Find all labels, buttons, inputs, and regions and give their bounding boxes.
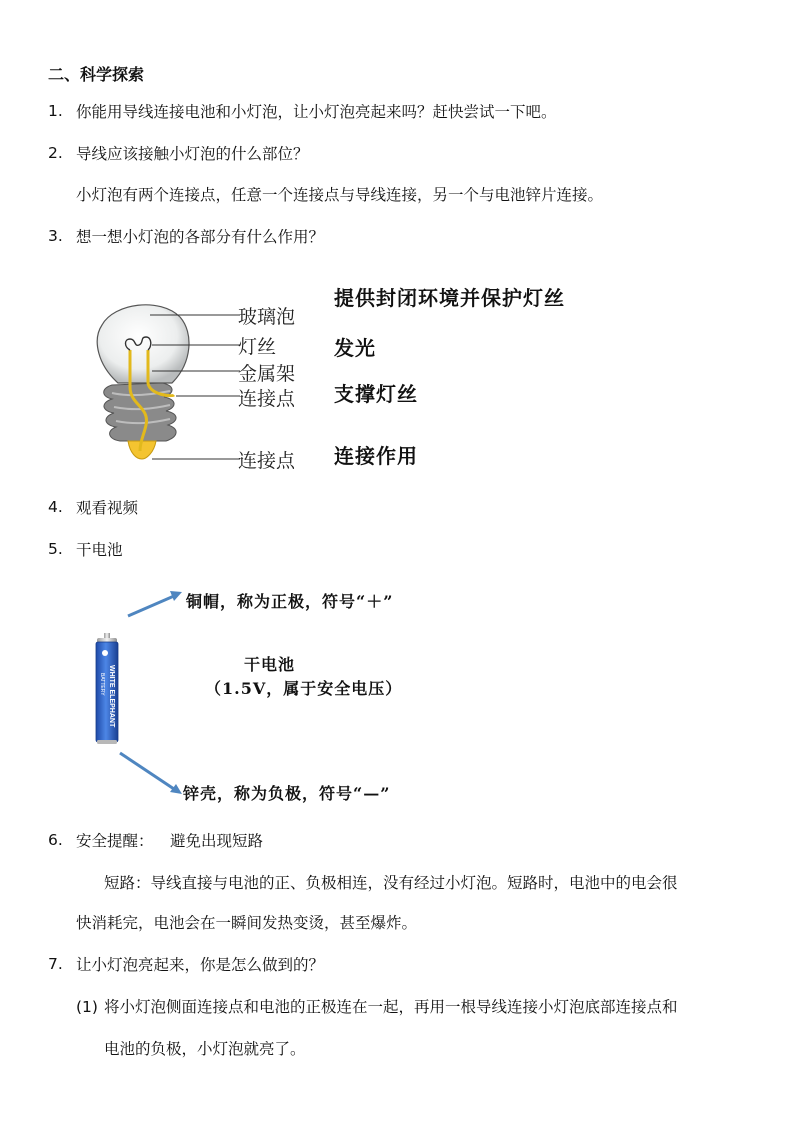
label-contact-point-bottom: 连接点 bbox=[238, 450, 296, 472]
battery-illustration bbox=[90, 585, 190, 805]
function-filament: 发光 bbox=[334, 336, 376, 360]
question-7-text: 让小灯泡亮起来，你是怎么做到的？ bbox=[76, 956, 325, 974]
battery-title: 干电池 bbox=[244, 655, 296, 674]
short-circuit-paragraph-line2: 快消耗完，电池会在一瞬间发热变烫，甚至爆炸。 bbox=[76, 914, 418, 932]
question-4-text: 观看视频 bbox=[76, 499, 139, 517]
question-1-text: 你能用导线连接电池和小灯泡，让小灯泡亮起来吗？赶快尝试一下吧。 bbox=[76, 103, 557, 121]
section-title: 二、科学探索 bbox=[48, 65, 145, 84]
item-number-1: 1. bbox=[48, 102, 63, 120]
answer-7-sub-number: (1) bbox=[76, 998, 98, 1016]
battery-voltage-note: （1.5V，属于安全电压） bbox=[205, 679, 403, 698]
battery-negative-label: 锌壳，称为负极，符号“—” bbox=[183, 784, 391, 803]
light-bulb-illustration bbox=[90, 295, 240, 465]
label-contact-point-side: 连接点 bbox=[238, 388, 296, 410]
answer-7-line1: 将小灯泡侧面连接点和电池的正极连在一起，再用一根导线连接小灯泡底部连接点和 bbox=[104, 998, 678, 1016]
function-glass-bulb: 提供封闭环境并保护灯丝 bbox=[334, 286, 565, 310]
label-glass-bulb: 玻璃泡 bbox=[238, 306, 296, 328]
answer-7-line2: 电池的负极，小灯泡就亮了。 bbox=[104, 1040, 306, 1058]
item-number-4: 4. bbox=[48, 498, 63, 516]
question-5-text: 干电池 bbox=[76, 541, 123, 559]
function-metal-frame: 支撑灯丝 bbox=[334, 382, 418, 406]
label-metal-frame: 金属架 bbox=[238, 363, 296, 385]
safety-reminder-title: 避免出现短路 bbox=[170, 832, 264, 850]
item-number-2: 2. bbox=[48, 144, 63, 162]
question-2-text: 导线应该接触小灯泡的什么部位？ bbox=[76, 145, 309, 163]
svg-text:BATTERY: BATTERY bbox=[99, 673, 105, 696]
svg-text:WHITE ELEPHANT: WHITE ELEPHANT bbox=[108, 665, 115, 728]
item-number-5: 5. bbox=[48, 540, 63, 558]
function-contact-point: 连接作用 bbox=[334, 444, 418, 468]
battery-positive-label: 铜帽，称为正极，符号“＋” bbox=[186, 592, 394, 611]
question-3-text: 想一想小灯泡的各部分有什么作用？ bbox=[76, 228, 325, 246]
short-circuit-paragraph-line1: 短路：导线直接与电池的正、负极相连，没有经过小灯泡。短路时，电池中的电会很 bbox=[104, 874, 678, 892]
item-number-3: 3. bbox=[48, 227, 63, 245]
label-filament: 灯丝 bbox=[238, 336, 277, 358]
item-number-6: 6. bbox=[48, 831, 63, 849]
question-2-answer: 小灯泡有两个连接点，任意一个连接点与导线连接，另一个与电池锌片连接。 bbox=[76, 186, 604, 204]
safety-reminder-label: 安全提醒： bbox=[76, 832, 154, 850]
item-number-7: 7. bbox=[48, 955, 63, 973]
